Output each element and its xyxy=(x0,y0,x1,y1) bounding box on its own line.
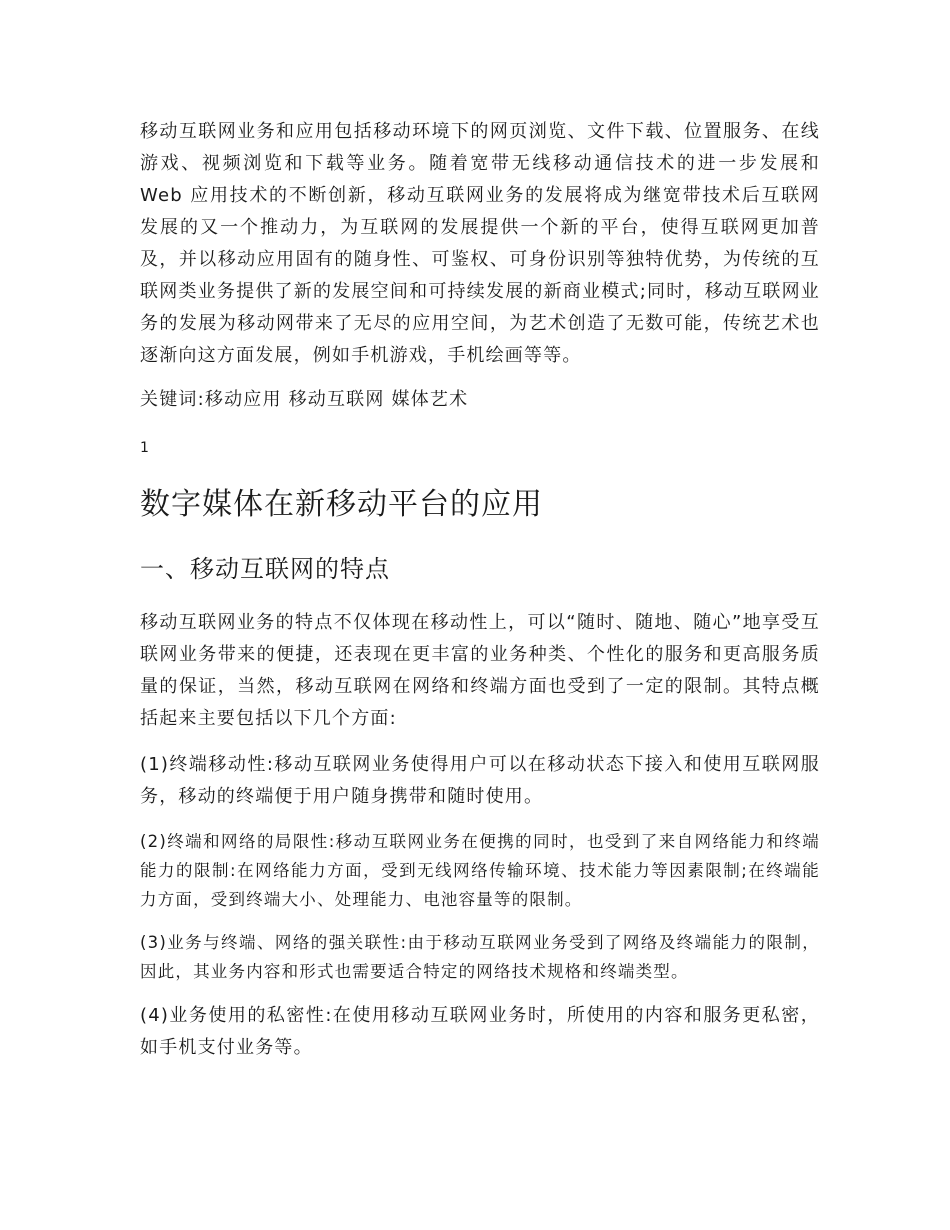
intro-paragraph: 移动互联网业务的特点不仅体现在移动性上，可以“随时、随地、随心”地享受互联网业务带来的便捷，还表现在更丰富的业务种类、个性化的服务和更高服务质量的保证，当然，移动互联网在网络和终端方面也受到了一定的限制。其特点概括起来主要包括以下几个方面: xyxy=(140,612,820,729)
document-title: 数字媒体在新移动平台的应用 xyxy=(140,487,543,522)
document-page xyxy=(140,116,820,1064)
page-number: 1 xyxy=(140,440,149,456)
section-heading: 一、移动互联网的特点 xyxy=(140,555,390,583)
list-item: (3)业务与终端、网络的强关联性:由于移动互联网业务受到了网络及终端能力的限制，因此，其业务内容和形式也需要适合特定的网络技术规格和终端类型。 xyxy=(140,933,820,981)
list-item: (4)业务使用的私密性:在使用移动互联网业务时，所使用的内容和服务更私密，如手机支付业务等。 xyxy=(140,1005,820,1058)
list-item: (1)终端移动性:移动互联网业务使得用户可以在移动状态下接入和使用互联网服务，移动的终端便于用户随身携带和随时使用。 xyxy=(140,754,820,807)
list-item: (2)终端和网络的局限性:移动互联网业务在便携的同时，也受到了来自网络能力和终端能力的限制:在网络能力方面，受到无线网络传输环境、技术能力等因素限制;在终端能力方面，受到终端大小、处理能力、电池容量等的限制。 xyxy=(140,832,820,909)
keywords-line: 关键词:移动应用 移动互联网 媒体艺术 xyxy=(140,389,469,410)
abstract-paragraph: 移动互联网业务和应用包括移动环境下的网页浏览、文件下载、位置服务、在线游戏、视频浏览和下载等业务。随着宽带无线移动通信技术的进一步发展和 Web 应用技术的不断创新，移动互联网业务的发展将成为继宽带技术后互联网发展的又一个推动力，为互联网的发展提供一个新的平台，使得互联网更加普及，并以移动应用固有的随身性、可鉴权、可身份识别等独特优势，为传统的互联网类业务提供了新的发展空间和可持续发展的新商业模式;同时，移动互联网业务的发展为移动网带来了无尽的应用空间，为艺术创造了无数可能，传统艺术也逐渐向这方面发展，例如手机游戏，手机绘画等等。 xyxy=(140,121,820,366)
